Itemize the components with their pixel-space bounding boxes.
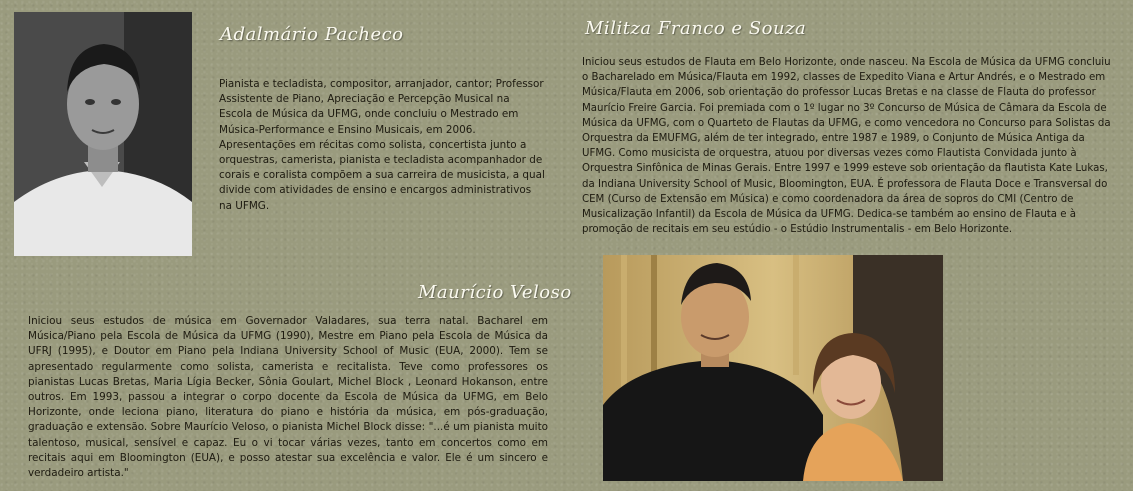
- adalmario-portrait-illustration: [14, 12, 192, 256]
- adalmario-bio-paragraph-2: Apresentações em récitas como solista, concertista junto a orquestras, camerista, pianista e tecladista acompanhador de corais e coralista compõem a sua carreira de musicista, a qual divide com atividades de ensino e encargos administrativos na UFMG.: [219, 138, 545, 212]
- militza-bio: [582, 55, 1114, 237]
- duo-photo: [603, 255, 943, 481]
- militza-bio-paragraph: Iniciou seus estudos de Flauta em Belo Horizonte, onde nasceu. Na Escola de Música da UFMG concluiu o Bacharelado em Música/Flauta em 1992, classes de Expedito Viana e Artur Andrés, e o Mestrado em Música/Flauta em 2006, sob orientação do professor Lucas Bretas e na classe de Flauta do professor Maurício Freire Garcia. Foi premiada com o 1º lugar no 3º Concurso de Música de Câmara da Escola de Música da UFMG, com o Quarteto de Flautas da UFMG, e como vencedora no Concurso para Solistas da Orquestra da EMUFMG, além de ter integrado, entre 1987 e 1989, o Conjunto de Música Antiga da UFMG. Como musicista de orquestra, atuou por diversas vezes como Flautista Convidada junto à Orquestra Sinfônica de Minas Gerais. Entre 1997 e 1999 esteve sob orientação da flautista Kate Lukas, da Indiana University School of Music, Bloomington, EUA. É professora de Flauta Doce e Transversal do CEM (Curso de Extensão em Música) e como coordenadora da área de sopros do CMI (Centro de Musicalização Infantil) da Escola de Música da UFMG. Dedica-se também ao ensino de Flauta e à promoção de recitais em seu estúdio - o Estúdio Instrumentalis - em Belo Horizonte.: [582, 57, 1111, 236]
- adalmario-bio: [219, 77, 545, 214]
- adalmario-bio-paragraph-1: Pianista e tecladista, compositor, arranjador, cantor; Professor Assistente de Piano, Apreciação e Percepção Musical na Escola de Música da UFMG, onde concluiu o Mestrado em Música-Performance e Ensino Musicais, em 2006.: [219, 78, 544, 136]
- mauricio-bio-paragraph: Iniciou seus estudos de música em Governador Valadares, sua terra natal. Bacharel em Música/Piano pela Escola de Música da UFMG (1990), Mestre em Piano pela Escola de Música da UFRJ (1995), e Doutor em Piano pela Indiana University School of Music (EUA, 2000). Tem se apresentado regularmente como solista, camerista e recitalista. Teve como professores os pianistas Lucas Bretas, Maria Lígia Becker, Sônia Goulart, Michel Block , Leonard Hokanson, entre outros. Em 1993, passou a integrar o corpo docente da Escola de Música da UFMG, em Belo Horizonte, onde leciona piano, literatura do piano e história da música, em pós-graduação, graduação e extensão. Sobre Maurício Veloso, o pianista Michel Block disse: "...é um pianista muito talentoso, musical, sensível e capaz. Eu o vi tocar várias vezes, tanto em concertos como em recitais aqui em Bloomington (EUA), e posso atestar sua excelência e valor. Ele é um sincero e verdadeiro artista.": [28, 315, 548, 480]
- duo-portrait-illustration: [603, 255, 943, 481]
- mauricio-name: Maurício Veloso: [418, 282, 572, 303]
- adalmario-photo: [14, 12, 192, 256]
- militza-name: Militza Franco e Souza: [585, 18, 807, 39]
- mauricio-bio: [28, 314, 548, 481]
- adalmario-name: Adalmário Pacheco: [220, 24, 404, 45]
